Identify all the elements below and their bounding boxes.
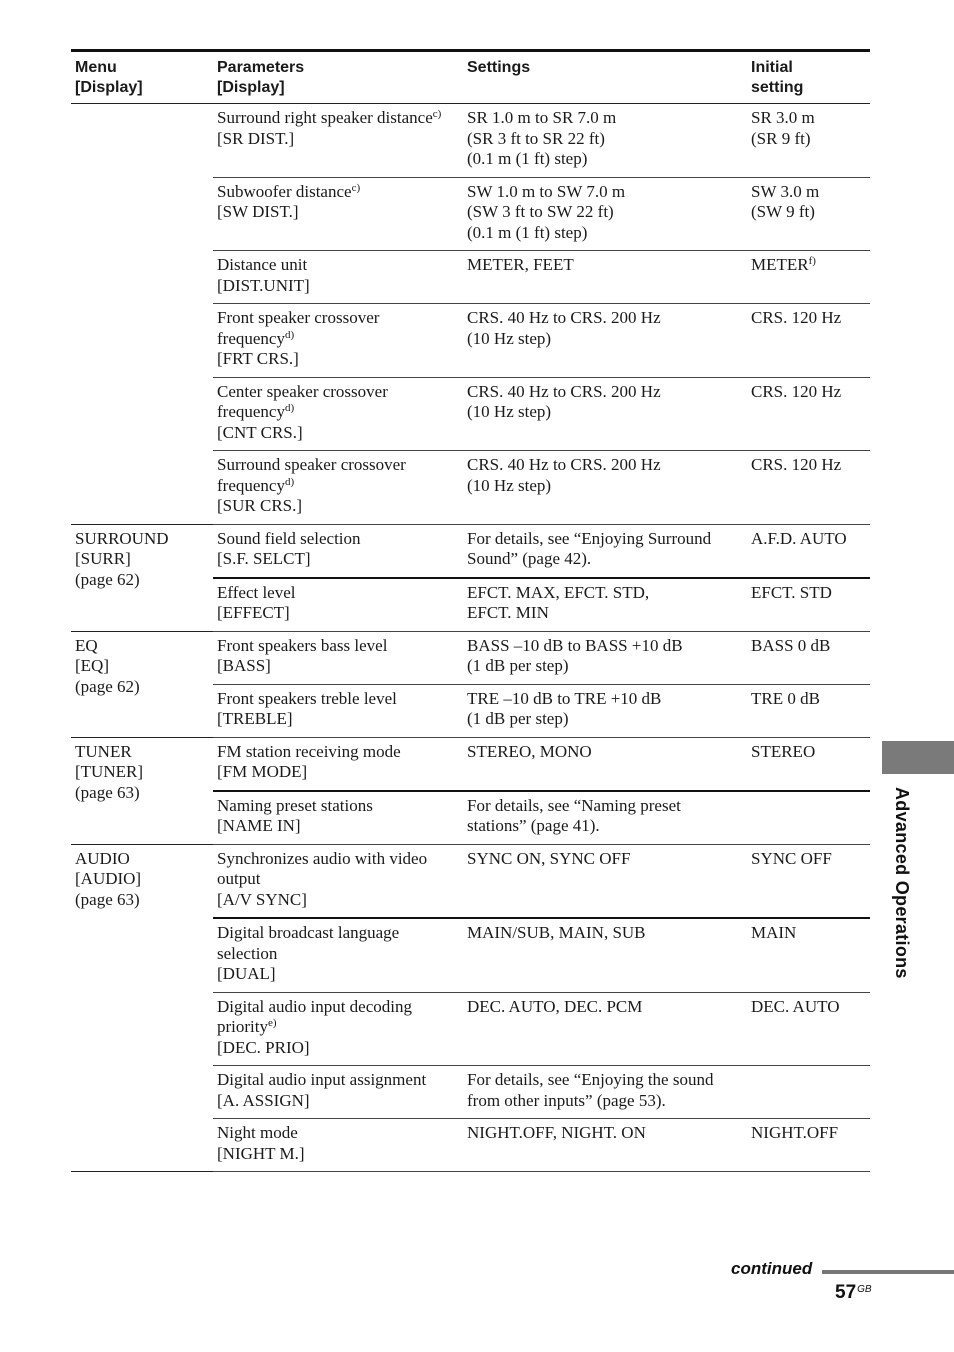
cell-line — [751, 849, 866, 870]
page-number-suffix: GB — [857, 1284, 872, 1295]
continued-label: continued — [731, 1259, 813, 1278]
settings-table-container — [71, 49, 870, 1172]
cell-text: Surround speaker crossover — [217, 455, 406, 474]
cell-line — [217, 255, 459, 276]
parameter-cell — [213, 104, 463, 178]
initial-setting-cell — [747, 104, 870, 178]
cell-text: SW 1.0 m to SW 7.0 m — [467, 181, 626, 201]
cell-line — [751, 923, 866, 944]
cell-text: SURROUND — [75, 528, 169, 548]
cell-text: METER, FEET — [467, 255, 574, 274]
parameter-cell — [213, 1066, 463, 1119]
cell-text: output — [217, 869, 261, 888]
settings-cell — [463, 844, 747, 918]
footnote-marker: d) — [284, 475, 295, 488]
parameter-cell — [213, 177, 463, 251]
menu-cell — [71, 524, 213, 631]
footnote-marker: e) — [268, 1017, 277, 1029]
cell-line — [217, 742, 459, 763]
cell-text: BASS –10 dB to BASS +10 dB — [467, 635, 683, 655]
cell-text: [BASS] — [217, 656, 271, 675]
cell-text: [DUAL] — [217, 964, 276, 983]
initial-setting-cell — [747, 251, 870, 304]
table-row — [71, 104, 870, 178]
cell-line — [467, 182, 743, 203]
cell-text: Subwoofer distance — [217, 181, 352, 201]
cell-text: STEREO — [751, 741, 816, 761]
settings-cell — [463, 251, 747, 304]
cell-text: [A/V SYNC] — [217, 889, 307, 909]
cell-line — [467, 476, 743, 497]
cell-text: [EFFECT] — [217, 603, 290, 622]
settings-cell — [463, 1066, 747, 1119]
cell-text: CRS. 40 Hz to CRS. 200 Hz — [467, 455, 661, 474]
settings-cell — [463, 451, 747, 525]
cell-line — [217, 816, 459, 837]
header-parameters: Parameters [Display] — [213, 52, 463, 104]
cell-text: Effect level — [217, 582, 296, 602]
cell-line — [217, 762, 459, 783]
settings-cell — [463, 578, 747, 632]
cell-line — [467, 1123, 743, 1144]
menu-cell — [71, 844, 213, 1172]
cell-text: Surround right speaker distance — [217, 108, 433, 127]
cell-line — [217, 869, 459, 890]
cell-text: Sound” (page 42). — [467, 549, 592, 568]
cell-line — [467, 796, 743, 817]
cell-text: TRE 0 dB — [751, 688, 820, 708]
cell-text: Digital broadcast language — [217, 923, 400, 942]
parameter-cell — [213, 304, 463, 378]
cell-line — [751, 108, 866, 129]
cell-line — [467, 108, 743, 129]
cell-text: CRS. 40 Hz to CRS. 200 Hz — [467, 381, 661, 401]
section-label: Advanced Operations — [892, 787, 912, 979]
header-initial-setting: Initial setting — [747, 52, 870, 104]
cell-text: TUNER — [75, 741, 132, 761]
cell-text: Synchronizes audio with video — [217, 848, 428, 868]
cell-line — [751, 455, 866, 476]
cell-text: [S.F. SELCT] — [217, 549, 311, 568]
cell-line — [751, 636, 866, 657]
page-number-value: 57 — [835, 1282, 857, 1303]
menu-cell — [71, 737, 213, 844]
cell-line — [217, 423, 459, 444]
cell-text: CRS. 120 Hz — [751, 308, 842, 327]
cell-text: (0.1 m (1 ft) step) — [467, 222, 588, 242]
table-row — [71, 737, 870, 791]
cell-line — [467, 742, 743, 763]
cell-text: Digital audio input assignment — [217, 1070, 427, 1089]
cell-line — [751, 182, 866, 203]
cell-text: (page 63) — [75, 782, 140, 802]
table-row — [71, 844, 870, 918]
cell-text: priority — [217, 1017, 268, 1036]
section-tab-marker — [882, 741, 954, 774]
cell-line — [467, 816, 743, 837]
cell-line — [751, 529, 866, 550]
cell-text: Digital audio input decoding — [217, 996, 412, 1016]
cell-line — [751, 742, 866, 763]
menu-cell — [71, 631, 213, 737]
cell-text: A.F.D. AUTO — [751, 528, 847, 548]
cell-text: METER — [751, 255, 809, 274]
cell-text: TRE –10 dB to TRE +10 dB — [467, 688, 662, 708]
cell-text: SYNC ON, SYNC OFF — [467, 848, 631, 868]
cell-line — [467, 308, 743, 329]
settings-table — [71, 52, 870, 1172]
parameter-cell — [213, 451, 463, 525]
cell-line — [217, 529, 459, 550]
footnote-marker: d) — [284, 328, 295, 341]
cell-line — [467, 202, 743, 223]
cell-line — [467, 997, 743, 1018]
cell-line — [467, 709, 743, 730]
cell-text: [TREBLE] — [217, 709, 293, 728]
cell-line — [467, 455, 743, 476]
cell-line — [217, 923, 459, 944]
menu-cell-continued — [71, 104, 213, 525]
cell-line — [217, 583, 459, 604]
cell-text: (10 Hz step) — [467, 402, 552, 421]
cell-line — [217, 603, 459, 624]
cell-line — [467, 149, 743, 170]
cell-text: DEC. AUTO — [751, 996, 840, 1016]
cell-line — [217, 329, 459, 350]
cell-text: [AUDIO] — [75, 869, 142, 888]
cell-line — [217, 1070, 459, 1091]
cell-line — [217, 1017, 459, 1038]
parameter-cell — [213, 578, 463, 632]
cell-text: (SW 3 ft to SW 22 ft) — [467, 202, 614, 221]
settings-cell — [463, 377, 747, 451]
cell-text: [FM MODE] — [217, 762, 308, 781]
cell-line — [217, 402, 459, 423]
settings-cell — [463, 684, 747, 737]
cell-text: selection — [217, 943, 278, 963]
cell-text: Sound field selection — [217, 528, 361, 548]
cell-line — [751, 583, 866, 604]
cell-line — [467, 923, 743, 944]
cell-text: MAIN — [751, 923, 797, 942]
cell-line — [75, 762, 209, 783]
initial-setting-cell — [747, 918, 870, 992]
parameter-cell — [213, 737, 463, 791]
cell-text: frequency — [217, 402, 285, 421]
cell-text: [SW DIST.] — [217, 202, 299, 221]
cell-line — [217, 202, 459, 223]
cell-line — [217, 455, 459, 476]
cell-text: from other inputs” (page 53). — [467, 1090, 666, 1110]
cell-text: (page 62) — [75, 569, 140, 589]
cell-text: (10 Hz step) — [467, 328, 552, 348]
cell-line — [217, 689, 459, 710]
page-number — [835, 1282, 872, 1304]
cell-text: [SUR CRS.] — [217, 496, 303, 515]
cell-line — [467, 603, 743, 624]
cell-text: EFCT. STD — [751, 582, 832, 602]
cell-text: (SW 9 ft) — [751, 202, 815, 221]
cell-text: SR 3.0 m — [751, 108, 815, 127]
initial-setting-cell — [747, 578, 870, 632]
parameter-cell — [213, 631, 463, 684]
cell-text: Night mode — [217, 1123, 298, 1142]
settings-cell — [463, 104, 747, 178]
cell-text: Center speaker crossover — [217, 381, 388, 401]
cell-line — [217, 849, 459, 870]
table-row — [71, 631, 870, 684]
cell-text: (SR 9 ft) — [751, 128, 811, 148]
cell-text: [EQ] — [75, 656, 109, 675]
initial-setting-cell — [747, 1066, 870, 1119]
cell-line — [217, 129, 459, 150]
cell-text: CRS. 40 Hz to CRS. 200 Hz — [467, 308, 661, 327]
cell-line — [217, 108, 459, 129]
cell-line — [751, 308, 866, 329]
parameter-cell — [213, 918, 463, 992]
cell-text: stations” (page 41). — [467, 816, 600, 835]
cell-text: Naming preset stations — [217, 795, 373, 815]
cell-text: (0.1 m (1 ft) step) — [467, 149, 588, 168]
cell-line — [467, 382, 743, 403]
initial-setting-cell — [747, 451, 870, 525]
cell-text: NIGHT.OFF, NIGHT. ON — [467, 1123, 646, 1142]
cell-text: [DIST.UNIT] — [217, 275, 310, 295]
cell-line — [75, 529, 209, 550]
cell-line — [217, 1144, 459, 1165]
initial-setting-cell — [747, 992, 870, 1066]
parameter-cell — [213, 1119, 463, 1172]
initial-setting-cell — [747, 304, 870, 378]
cell-text: [NIGHT M.] — [217, 1143, 305, 1163]
cell-line — [467, 329, 743, 350]
cell-line — [467, 656, 743, 677]
cell-text: [TUNER] — [75, 762, 143, 781]
settings-cell — [463, 631, 747, 684]
cell-line — [75, 849, 209, 870]
cell-line — [217, 709, 459, 730]
cell-line — [467, 529, 743, 550]
header-settings: Settings — [463, 52, 747, 104]
cell-line — [217, 496, 459, 517]
initial-setting-cell — [747, 177, 870, 251]
cell-text: Front speakers bass level — [217, 635, 388, 655]
parameter-cell — [213, 377, 463, 451]
cell-text: [SURR] — [75, 549, 131, 568]
parameter-cell — [213, 251, 463, 304]
initial-setting-cell — [747, 631, 870, 684]
cell-line — [467, 1091, 743, 1112]
settings-cell — [463, 1119, 747, 1172]
cell-line — [75, 636, 209, 657]
cell-line — [217, 382, 459, 403]
parameter-cell — [213, 524, 463, 578]
cell-text: MAIN/SUB, MAIN, SUB — [467, 923, 646, 942]
cell-text: For details, see “Naming preset — [467, 795, 681, 815]
cell-text: frequency — [217, 328, 285, 348]
cell-line — [467, 583, 743, 604]
cell-text: (page 63) — [75, 889, 140, 909]
cell-text: Distance unit — [217, 255, 308, 274]
cell-text: [NAME IN] — [217, 816, 301, 835]
cell-text: (10 Hz step) — [467, 475, 552, 495]
cell-text: Front speaker crossover — [217, 308, 380, 327]
footnote-marker: f) — [808, 255, 816, 267]
cell-line — [75, 570, 209, 591]
cell-line — [217, 964, 459, 985]
settings-cell — [463, 524, 747, 578]
cell-line — [467, 1070, 743, 1091]
header-menu: Menu [Display] — [71, 52, 213, 104]
initial-setting-cell — [747, 844, 870, 918]
table-row — [71, 524, 870, 578]
cell-text: CRS. 120 Hz — [751, 381, 842, 401]
parameter-cell — [213, 684, 463, 737]
cell-line — [217, 1091, 459, 1112]
cell-line — [467, 129, 743, 150]
cell-text: SR 1.0 m to SR 7.0 m — [467, 108, 617, 127]
cell-text: NIGHT.OFF — [751, 1123, 839, 1142]
cell-line — [467, 549, 743, 570]
initial-setting-cell — [747, 684, 870, 737]
cell-line — [217, 1123, 459, 1144]
table-body — [71, 104, 870, 1172]
footnote-marker: c) — [351, 181, 361, 194]
initial-setting-cell — [747, 737, 870, 791]
cell-text: [CNT CRS.] — [217, 422, 303, 442]
cell-text: SW 3.0 m — [751, 181, 820, 201]
parameter-cell — [213, 844, 463, 918]
cell-text: CRS. 120 Hz — [751, 455, 842, 474]
cell-line — [751, 129, 866, 150]
table-header-row — [71, 52, 870, 104]
initial-setting-cell — [747, 524, 870, 578]
cell-line — [467, 636, 743, 657]
cell-line — [75, 890, 209, 911]
parameter-cell — [213, 791, 463, 845]
cell-line — [217, 182, 459, 203]
cell-text: [FRT CRS.] — [217, 349, 299, 368]
cell-line — [751, 202, 866, 223]
cell-text: [A. ASSIGN] — [217, 1090, 310, 1110]
cell-text: EFCT. MAX, EFCT. STD, — [467, 582, 650, 602]
cell-line — [217, 308, 459, 329]
cell-line — [217, 349, 459, 370]
cell-text: (SR 3 ft to SR 22 ft) — [467, 128, 605, 148]
cell-text: EFCT. MIN — [467, 603, 549, 622]
cell-text: DEC. AUTO, DEC. PCM — [467, 996, 643, 1016]
initial-setting-cell — [747, 1119, 870, 1172]
continued-bar — [822, 1270, 954, 1274]
cell-line — [751, 255, 866, 276]
settings-cell — [463, 304, 747, 378]
cell-text: (1 dB per step) — [467, 709, 569, 728]
cell-line — [217, 549, 459, 570]
settings-cell — [463, 177, 747, 251]
cell-line — [217, 476, 459, 497]
cell-line — [467, 689, 743, 710]
cell-text: FM station receiving mode — [217, 741, 401, 761]
settings-cell — [463, 791, 747, 845]
cell-text: For details, see “Enjoying Surround — [467, 528, 712, 548]
cell-line — [75, 549, 209, 570]
cell-line — [217, 796, 459, 817]
cell-text: frequency — [217, 475, 285, 495]
settings-cell — [463, 918, 747, 992]
parameter-cell — [213, 992, 463, 1066]
cell-line — [751, 1123, 866, 1144]
cell-line — [75, 656, 209, 677]
initial-setting-cell — [747, 377, 870, 451]
cell-text: STEREO, MONO — [467, 741, 592, 761]
settings-cell — [463, 737, 747, 791]
cell-line — [75, 869, 209, 890]
cell-line — [75, 742, 209, 763]
cell-line — [217, 1038, 459, 1059]
cell-text: EQ — [75, 635, 98, 655]
cell-line — [217, 636, 459, 657]
cell-line — [217, 944, 459, 965]
cell-line — [217, 276, 459, 297]
cell-line — [217, 997, 459, 1018]
cell-line — [751, 382, 866, 403]
cell-text: (1 dB per step) — [467, 656, 569, 675]
cell-line — [751, 997, 866, 1018]
cell-line — [467, 223, 743, 244]
cell-line — [75, 677, 209, 698]
cell-text: (page 62) — [75, 676, 140, 696]
cell-text: AUDIO — [75, 848, 130, 868]
cell-line — [467, 255, 743, 276]
cell-text: SYNC OFF — [751, 848, 832, 868]
cell-line — [217, 890, 459, 911]
settings-cell — [463, 992, 747, 1066]
cell-text: Front speakers treble level — [217, 688, 397, 708]
cell-line — [217, 656, 459, 677]
footnote-marker: d) — [284, 402, 295, 414]
cell-text: For details, see “Enjoying the sound — [467, 1070, 714, 1089]
cell-text: BASS 0 dB — [751, 635, 831, 655]
footnote-marker: c) — [432, 108, 442, 120]
cell-text: [SR DIST.] — [217, 128, 295, 148]
cell-text: [DEC. PRIO] — [217, 1037, 310, 1057]
cell-line — [467, 849, 743, 870]
cell-line — [467, 402, 743, 423]
cell-line — [751, 689, 866, 710]
cell-line — [75, 783, 209, 804]
initial-setting-cell — [747, 791, 870, 845]
